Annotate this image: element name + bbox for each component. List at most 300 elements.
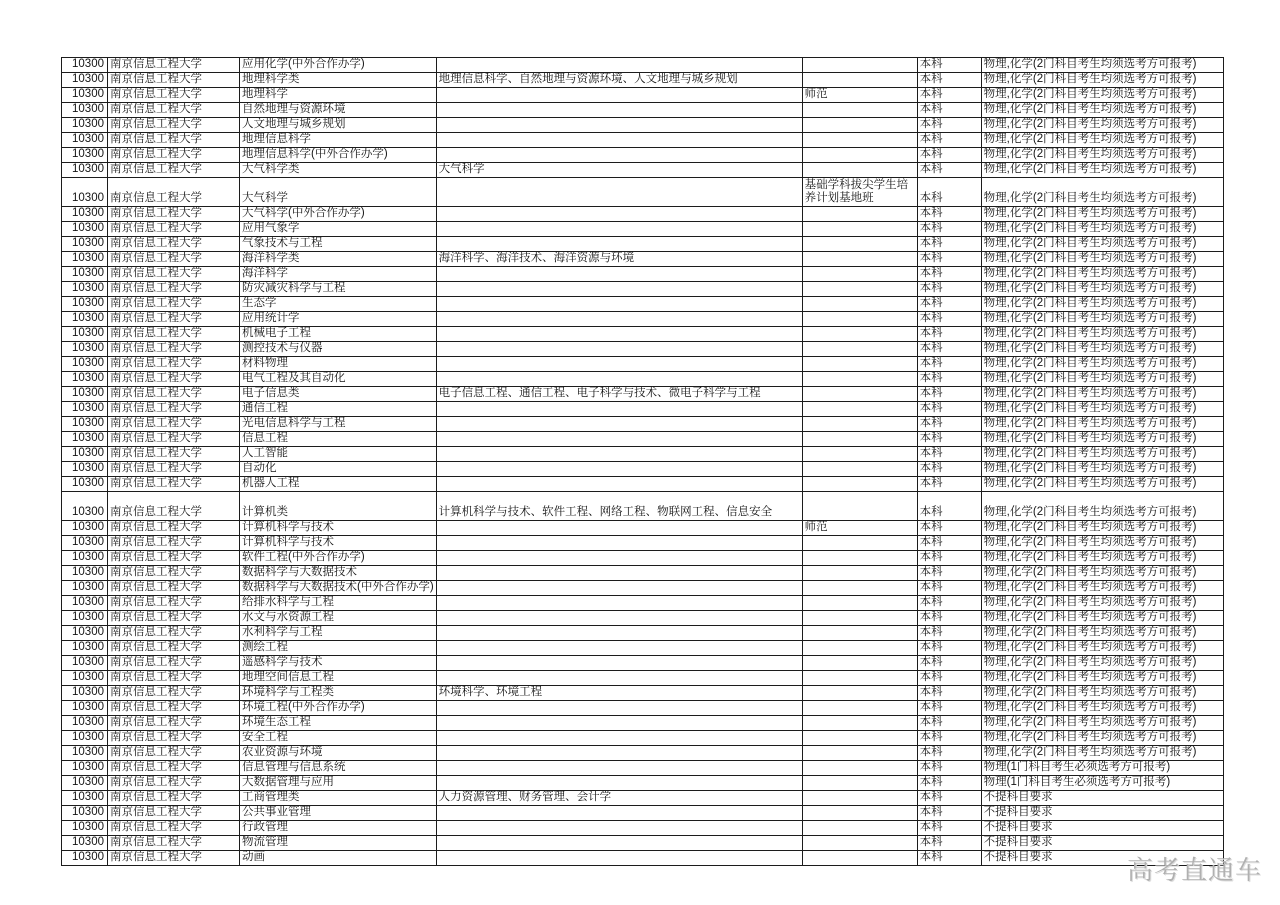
cell-note — [802, 297, 917, 312]
cell-university-name: 南京信息工程大学 — [108, 133, 240, 148]
cell-level: 本科 — [917, 686, 981, 701]
cell-major-name: 大气科学类 — [240, 163, 437, 178]
cell-level: 本科 — [917, 133, 981, 148]
cell-university-name: 南京信息工程大学 — [108, 178, 240, 207]
cell-note — [802, 103, 917, 118]
cell-major-name: 安全工程 — [240, 731, 437, 746]
cell-subject-requirement: 物理,化学(2门科目考生均须选考方可报考) — [981, 222, 1223, 237]
cell-level: 本科 — [917, 207, 981, 222]
cell-level: 本科 — [917, 357, 981, 372]
cell-university-name: 南京信息工程大学 — [108, 163, 240, 178]
cell-university-code: 10300 — [62, 626, 108, 641]
cell-note — [802, 357, 917, 372]
cell-major-name: 机械电子工程 — [240, 327, 437, 342]
cell-included-majors — [436, 447, 802, 462]
cell-university-name: 南京信息工程大学 — [108, 806, 240, 821]
cell-major-name: 电气工程及其自动化 — [240, 372, 437, 387]
cell-subject-requirement: 不提科目要求 — [981, 821, 1223, 836]
cell-subject-requirement: 物理,化学(2门科目考生均须选考方可报考) — [981, 73, 1223, 88]
cell-note — [802, 656, 917, 671]
cell-level: 本科 — [917, 178, 981, 207]
cell-included-majors — [436, 641, 802, 656]
cell-included-majors — [436, 312, 802, 327]
cell-university-code: 10300 — [62, 73, 108, 88]
cell-note — [802, 626, 917, 641]
cell-note — [802, 327, 917, 342]
cell-university-code: 10300 — [62, 207, 108, 222]
table-row — [62, 686, 1224, 701]
cell-major-name: 信息工程 — [240, 432, 437, 447]
cell-subject-requirement: 物理,化学(2门科目考生均须选考方可报考) — [981, 103, 1223, 118]
cell-major-name: 水文与水资源工程 — [240, 611, 437, 626]
cell-subject-requirement: 物理,化学(2门科目考生均须选考方可报考) — [981, 417, 1223, 432]
cell-level: 本科 — [917, 656, 981, 671]
cell-university-name: 南京信息工程大学 — [108, 641, 240, 656]
cell-included-majors: 海洋科学、海洋技术、海洋资源与环境 — [436, 252, 802, 267]
cell-level: 本科 — [917, 432, 981, 447]
cell-university-code: 10300 — [62, 701, 108, 716]
cell-note — [802, 207, 917, 222]
cell-included-majors — [436, 851, 802, 866]
cell-included-majors — [436, 746, 802, 761]
cell-level: 本科 — [917, 521, 981, 536]
cell-subject-requirement: 物理,化学(2门科目考生均须选考方可报考) — [981, 462, 1223, 477]
cell-university-name: 南京信息工程大学 — [108, 761, 240, 776]
table-row — [62, 417, 1224, 432]
cell-university-name: 南京信息工程大学 — [108, 342, 240, 357]
cell-subject-requirement: 物理,化学(2门科目考生均须选考方可报考) — [981, 566, 1223, 581]
cell-note — [802, 133, 917, 148]
cell-university-code: 10300 — [62, 776, 108, 791]
cell-university-name: 南京信息工程大学 — [108, 327, 240, 342]
cell-major-name: 数据科学与大数据技术 — [240, 566, 437, 581]
table-row — [62, 387, 1224, 402]
cell-university-name: 南京信息工程大学 — [108, 222, 240, 237]
cell-level: 本科 — [917, 103, 981, 118]
cell-note — [802, 581, 917, 596]
cell-university-code: 10300 — [62, 536, 108, 551]
table-row — [62, 851, 1224, 866]
cell-subject-requirement: 物理,化学(2门科目考生均须选考方可报考) — [981, 237, 1223, 252]
cell-subject-requirement: 物理,化学(2门科目考生均须选考方可报考) — [981, 611, 1223, 626]
cell-university-name: 南京信息工程大学 — [108, 357, 240, 372]
table-row — [62, 118, 1224, 133]
cell-major-name: 自动化 — [240, 462, 437, 477]
cell-subject-requirement: 物理,化学(2门科目考生均须选考方可报考) — [981, 551, 1223, 566]
cell-level: 本科 — [917, 148, 981, 163]
cell-level: 本科 — [917, 671, 981, 686]
cell-university-name: 南京信息工程大学 — [108, 387, 240, 402]
cell-university-name: 南京信息工程大学 — [108, 417, 240, 432]
cell-university-name: 南京信息工程大学 — [108, 686, 240, 701]
table-row — [62, 163, 1224, 178]
cell-university-code: 10300 — [62, 851, 108, 866]
cell-note: 基础学科拔尖学生培养计划基地班 — [802, 178, 917, 207]
table-row — [62, 477, 1224, 492]
cell-included-majors — [436, 417, 802, 432]
cell-subject-requirement: 物理,化学(2门科目考生均须选考方可报考) — [981, 163, 1223, 178]
watermark-gaokao-zhitongche: 高考直通车 — [1126, 855, 1262, 885]
cell-level: 本科 — [917, 163, 981, 178]
table-row — [62, 133, 1224, 148]
cell-university-code: 10300 — [62, 118, 108, 133]
cell-subject-requirement: 物理,化学(2门科目考生均须选考方可报考) — [981, 252, 1223, 267]
table-row — [62, 357, 1224, 372]
cell-included-majors — [436, 222, 802, 237]
cell-university-code: 10300 — [62, 312, 108, 327]
cell-university-code: 10300 — [62, 237, 108, 252]
cell-subject-requirement: 物理,化学(2门科目考生均须选考方可报考) — [981, 596, 1223, 611]
cell-major-name: 材料物理 — [240, 357, 437, 372]
cell-included-majors — [436, 267, 802, 282]
cell-major-name: 人文地理与城乡规划 — [240, 118, 437, 133]
cell-subject-requirement: 物理,化学(2门科目考生均须选考方可报考) — [981, 447, 1223, 462]
cell-university-name: 南京信息工程大学 — [108, 521, 240, 536]
cell-subject-requirement: 物理,化学(2门科目考生均须选考方可报考) — [981, 521, 1223, 536]
cell-major-name: 信息管理与信息系统 — [240, 761, 437, 776]
table-row — [62, 432, 1224, 447]
table-row — [62, 148, 1224, 163]
cell-level: 本科 — [917, 776, 981, 791]
cell-included-majors — [436, 207, 802, 222]
table-row — [62, 237, 1224, 252]
cell-included-majors: 人力资源管理、财务管理、会计学 — [436, 791, 802, 806]
cell-level: 本科 — [917, 267, 981, 282]
cell-level: 本科 — [917, 88, 981, 103]
cell-university-name: 南京信息工程大学 — [108, 821, 240, 836]
cell-major-name: 地理科学 — [240, 88, 437, 103]
cell-subject-requirement: 物理,化学(2门科目考生均须选考方可报考) — [981, 492, 1223, 521]
cell-subject-requirement: 物理,化学(2门科目考生均须选考方可报考) — [981, 536, 1223, 551]
cell-note — [802, 163, 917, 178]
cell-note — [802, 701, 917, 716]
cell-subject-requirement: 物理,化学(2门科目考生均须选考方可报考) — [981, 581, 1223, 596]
cell-subject-requirement: 物理,化学(2门科目考生均须选考方可报考) — [981, 656, 1223, 671]
table-row — [62, 716, 1224, 731]
cell-major-name: 计算机类 — [240, 492, 437, 521]
cell-university-name: 南京信息工程大学 — [108, 282, 240, 297]
cell-level: 本科 — [917, 462, 981, 477]
table-row — [62, 88, 1224, 103]
cell-subject-requirement: 物理,化学(2门科目考生均须选考方可报考) — [981, 402, 1223, 417]
cell-university-code: 10300 — [62, 596, 108, 611]
cell-subject-requirement: 物理,化学(2门科目考生均须选考方可报考) — [981, 686, 1223, 701]
table-body — [62, 58, 1224, 866]
cell-note: 师范 — [802, 521, 917, 536]
cell-level: 本科 — [917, 237, 981, 252]
table-row — [62, 656, 1224, 671]
cell-university-name: 南京信息工程大学 — [108, 731, 240, 746]
cell-included-majors — [436, 551, 802, 566]
cell-subject-requirement: 物理(1门科目考生必须选考方可报考) — [981, 776, 1223, 791]
cell-subject-requirement: 物理,化学(2门科目考生均须选考方可报考) — [981, 207, 1223, 222]
table-row — [62, 267, 1224, 282]
table-row — [62, 342, 1224, 357]
cell-included-majors — [436, 58, 802, 73]
cell-included-majors — [436, 806, 802, 821]
admission-majors-table — [61, 57, 1224, 866]
cell-subject-requirement: 物理,化学(2门科目考生均须选考方可报考) — [981, 432, 1223, 447]
table-row — [62, 178, 1224, 207]
table-row — [62, 611, 1224, 626]
cell-level: 本科 — [917, 791, 981, 806]
cell-major-name: 地理科学类 — [240, 73, 437, 88]
cell-major-name: 公共事业管理 — [240, 806, 437, 821]
cell-level: 本科 — [917, 566, 981, 581]
cell-major-name: 电子信息类 — [240, 387, 437, 402]
cell-included-majors — [436, 118, 802, 133]
cell-university-name: 南京信息工程大学 — [108, 267, 240, 282]
cell-major-name: 地理信息科学 — [240, 133, 437, 148]
cell-subject-requirement: 物理,化学(2门科目考生均须选考方可报考) — [981, 178, 1223, 207]
cell-note — [802, 267, 917, 282]
cell-university-code: 10300 — [62, 267, 108, 282]
table-row — [62, 402, 1224, 417]
table-row — [62, 327, 1224, 342]
cell-included-majors — [436, 536, 802, 551]
cell-note — [802, 432, 917, 447]
cell-major-name: 海洋科学类 — [240, 252, 437, 267]
cell-level: 本科 — [917, 342, 981, 357]
cell-level: 本科 — [917, 297, 981, 312]
cell-university-code: 10300 — [62, 417, 108, 432]
cell-major-name: 海洋科学 — [240, 267, 437, 282]
cell-university-code: 10300 — [62, 387, 108, 402]
cell-note — [802, 58, 917, 73]
cell-subject-requirement: 不提科目要求 — [981, 836, 1223, 851]
cell-university-code: 10300 — [62, 447, 108, 462]
cell-subject-requirement: 物理,化学(2门科目考生均须选考方可报考) — [981, 327, 1223, 342]
cell-university-name: 南京信息工程大学 — [108, 596, 240, 611]
cell-university-name: 南京信息工程大学 — [108, 432, 240, 447]
cell-subject-requirement: 不提科目要求 — [981, 851, 1223, 866]
cell-included-majors — [436, 133, 802, 148]
cell-subject-requirement: 物理,化学(2门科目考生均须选考方可报考) — [981, 297, 1223, 312]
cell-subject-requirement: 物理,化学(2门科目考生均须选考方可报考) — [981, 148, 1223, 163]
cell-university-code: 10300 — [62, 836, 108, 851]
cell-included-majors — [436, 297, 802, 312]
cell-university-name: 南京信息工程大学 — [108, 372, 240, 387]
cell-note — [802, 342, 917, 357]
cell-included-majors — [436, 178, 802, 207]
table-row — [62, 596, 1224, 611]
cell-major-name: 环境科学与工程类 — [240, 686, 437, 701]
cell-note — [802, 417, 917, 432]
table-row — [62, 761, 1224, 776]
cell-included-majors — [436, 821, 802, 836]
cell-university-name: 南京信息工程大学 — [108, 447, 240, 462]
cell-level: 本科 — [917, 372, 981, 387]
cell-subject-requirement: 物理,化学(2门科目考生均须选考方可报考) — [981, 58, 1223, 73]
cell-included-majors — [436, 701, 802, 716]
cell-subject-requirement: 物理,化学(2门科目考生均须选考方可报考) — [981, 372, 1223, 387]
cell-university-code: 10300 — [62, 806, 108, 821]
cell-major-name: 应用气象学 — [240, 222, 437, 237]
cell-note — [802, 73, 917, 88]
cell-included-majors — [436, 716, 802, 731]
cell-major-name: 物流管理 — [240, 836, 437, 851]
cell-university-name: 南京信息工程大学 — [108, 103, 240, 118]
cell-level: 本科 — [917, 716, 981, 731]
cell-university-name: 南京信息工程大学 — [108, 566, 240, 581]
table-row — [62, 731, 1224, 746]
table-row — [62, 521, 1224, 536]
cell-subject-requirement: 不提科目要求 — [981, 806, 1223, 821]
cell-major-name: 遥感科学与技术 — [240, 656, 437, 671]
cell-university-name: 南京信息工程大学 — [108, 536, 240, 551]
table-row — [62, 312, 1224, 327]
cell-university-code: 10300 — [62, 357, 108, 372]
cell-university-name: 南京信息工程大学 — [108, 73, 240, 88]
cell-major-name: 应用统计学 — [240, 312, 437, 327]
cell-subject-requirement: 物理,化学(2门科目考生均须选考方可报考) — [981, 746, 1223, 761]
table-row — [62, 776, 1224, 791]
cell-subject-requirement: 物理,化学(2门科目考生均须选考方可报考) — [981, 716, 1223, 731]
cell-university-name: 南京信息工程大学 — [108, 716, 240, 731]
cell-university-code: 10300 — [62, 327, 108, 342]
cell-level: 本科 — [917, 641, 981, 656]
cell-note — [802, 222, 917, 237]
cell-level: 本科 — [917, 626, 981, 641]
table-row — [62, 581, 1224, 596]
table-row — [62, 462, 1224, 477]
cell-major-name: 工商管理类 — [240, 791, 437, 806]
cell-included-majors — [436, 731, 802, 746]
cell-major-name: 大数据管理与应用 — [240, 776, 437, 791]
cell-university-code: 10300 — [62, 492, 108, 521]
cell-level: 本科 — [917, 477, 981, 492]
cell-level: 本科 — [917, 731, 981, 746]
cell-level: 本科 — [917, 551, 981, 566]
cell-subject-requirement: 物理,化学(2门科目考生均须选考方可报考) — [981, 88, 1223, 103]
cell-included-majors: 计算机科学与技术、软件工程、网络工程、物联网工程、信息安全 — [436, 492, 802, 521]
table-row — [62, 701, 1224, 716]
cell-university-name: 南京信息工程大学 — [108, 836, 240, 851]
cell-subject-requirement: 物理,化学(2门科目考生均须选考方可报考) — [981, 357, 1223, 372]
cell-university-code: 10300 — [62, 581, 108, 596]
cell-included-majors — [436, 357, 802, 372]
cell-note — [802, 851, 917, 866]
cell-major-name: 动画 — [240, 851, 437, 866]
cell-note — [802, 746, 917, 761]
cell-level: 本科 — [917, 596, 981, 611]
cell-level: 本科 — [917, 492, 981, 521]
cell-university-code: 10300 — [62, 432, 108, 447]
cell-major-name: 测绘工程 — [240, 641, 437, 656]
table-row — [62, 297, 1224, 312]
cell-university-name: 南京信息工程大学 — [108, 656, 240, 671]
cell-level: 本科 — [917, 58, 981, 73]
cell-included-majors — [436, 761, 802, 776]
table-row — [62, 222, 1224, 237]
cell-level: 本科 — [917, 387, 981, 402]
cell-university-code: 10300 — [62, 791, 108, 806]
cell-university-code: 10300 — [62, 372, 108, 387]
cell-subject-requirement: 不提科目要求 — [981, 791, 1223, 806]
cell-included-majors — [436, 432, 802, 447]
cell-level: 本科 — [917, 821, 981, 836]
cell-note — [802, 821, 917, 836]
cell-university-name: 南京信息工程大学 — [108, 746, 240, 761]
cell-university-name: 南京信息工程大学 — [108, 611, 240, 626]
cell-university-name: 南京信息工程大学 — [108, 297, 240, 312]
cell-included-majors — [436, 611, 802, 626]
cell-level: 本科 — [917, 73, 981, 88]
cell-major-name: 地理空间信息工程 — [240, 671, 437, 686]
cell-subject-requirement: 物理,化学(2门科目考生均须选考方可报考) — [981, 731, 1223, 746]
cell-note — [802, 566, 917, 581]
cell-university-name: 南京信息工程大学 — [108, 402, 240, 417]
cell-major-name: 行政管理 — [240, 821, 437, 836]
cell-subject-requirement: 物理,化学(2门科目考生均须选考方可报考) — [981, 267, 1223, 282]
cell-university-code: 10300 — [62, 402, 108, 417]
cell-major-name: 防灾减灾科学与工程 — [240, 282, 437, 297]
cell-subject-requirement: 物理(1门科目考生必须选考方可报考) — [981, 761, 1223, 776]
cell-university-name: 南京信息工程大学 — [108, 492, 240, 521]
cell-note — [802, 372, 917, 387]
cell-university-code: 10300 — [62, 178, 108, 207]
cell-included-majors — [436, 626, 802, 641]
cell-level: 本科 — [917, 581, 981, 596]
cell-note — [802, 551, 917, 566]
cell-note — [802, 477, 917, 492]
cell-level: 本科 — [917, 447, 981, 462]
cell-subject-requirement: 物理,化学(2门科目考生均须选考方可报考) — [981, 118, 1223, 133]
cell-included-majors — [436, 88, 802, 103]
cell-university-code: 10300 — [62, 103, 108, 118]
cell-university-code: 10300 — [62, 611, 108, 626]
cell-major-name: 大气科学 — [240, 178, 437, 207]
table-row — [62, 806, 1224, 821]
cell-included-majors — [436, 596, 802, 611]
cell-level: 本科 — [917, 312, 981, 327]
cell-included-majors: 地理信息科学、自然地理与资源环境、人文地理与城乡规划 — [436, 73, 802, 88]
cell-level: 本科 — [917, 118, 981, 133]
table-row — [62, 821, 1224, 836]
cell-included-majors — [436, 566, 802, 581]
cell-university-code: 10300 — [62, 686, 108, 701]
cell-subject-requirement: 物理,化学(2门科目考生均须选考方可报考) — [981, 133, 1223, 148]
cell-major-name: 光电信息科学与工程 — [240, 417, 437, 432]
cell-included-majors — [436, 372, 802, 387]
cell-university-name: 南京信息工程大学 — [108, 207, 240, 222]
cell-university-name: 南京信息工程大学 — [108, 148, 240, 163]
cell-university-code: 10300 — [62, 521, 108, 536]
cell-note — [802, 536, 917, 551]
cell-university-code: 10300 — [62, 252, 108, 267]
cell-level: 本科 — [917, 851, 981, 866]
cell-major-name: 环境工程(中外合作办学) — [240, 701, 437, 716]
cell-major-name: 人工智能 — [240, 447, 437, 462]
cell-included-majors — [436, 462, 802, 477]
cell-subject-requirement: 物理,化学(2门科目考生均须选考方可报考) — [981, 641, 1223, 656]
cell-level: 本科 — [917, 746, 981, 761]
cell-included-majors — [436, 342, 802, 357]
cell-university-name: 南京信息工程大学 — [108, 791, 240, 806]
cell-note — [802, 686, 917, 701]
cell-subject-requirement: 物理,化学(2门科目考生均须选考方可报考) — [981, 342, 1223, 357]
cell-subject-requirement: 物理,化学(2门科目考生均须选考方可报考) — [981, 387, 1223, 402]
cell-included-majors — [436, 402, 802, 417]
cell-included-majors — [436, 836, 802, 851]
cell-university-code: 10300 — [62, 342, 108, 357]
cell-major-name: 环境生态工程 — [240, 716, 437, 731]
cell-major-name: 地理信息科学(中外合作办学) — [240, 148, 437, 163]
cell-level: 本科 — [917, 417, 981, 432]
cell-university-name: 南京信息工程大学 — [108, 462, 240, 477]
cell-level: 本科 — [917, 761, 981, 776]
cell-note — [802, 761, 917, 776]
